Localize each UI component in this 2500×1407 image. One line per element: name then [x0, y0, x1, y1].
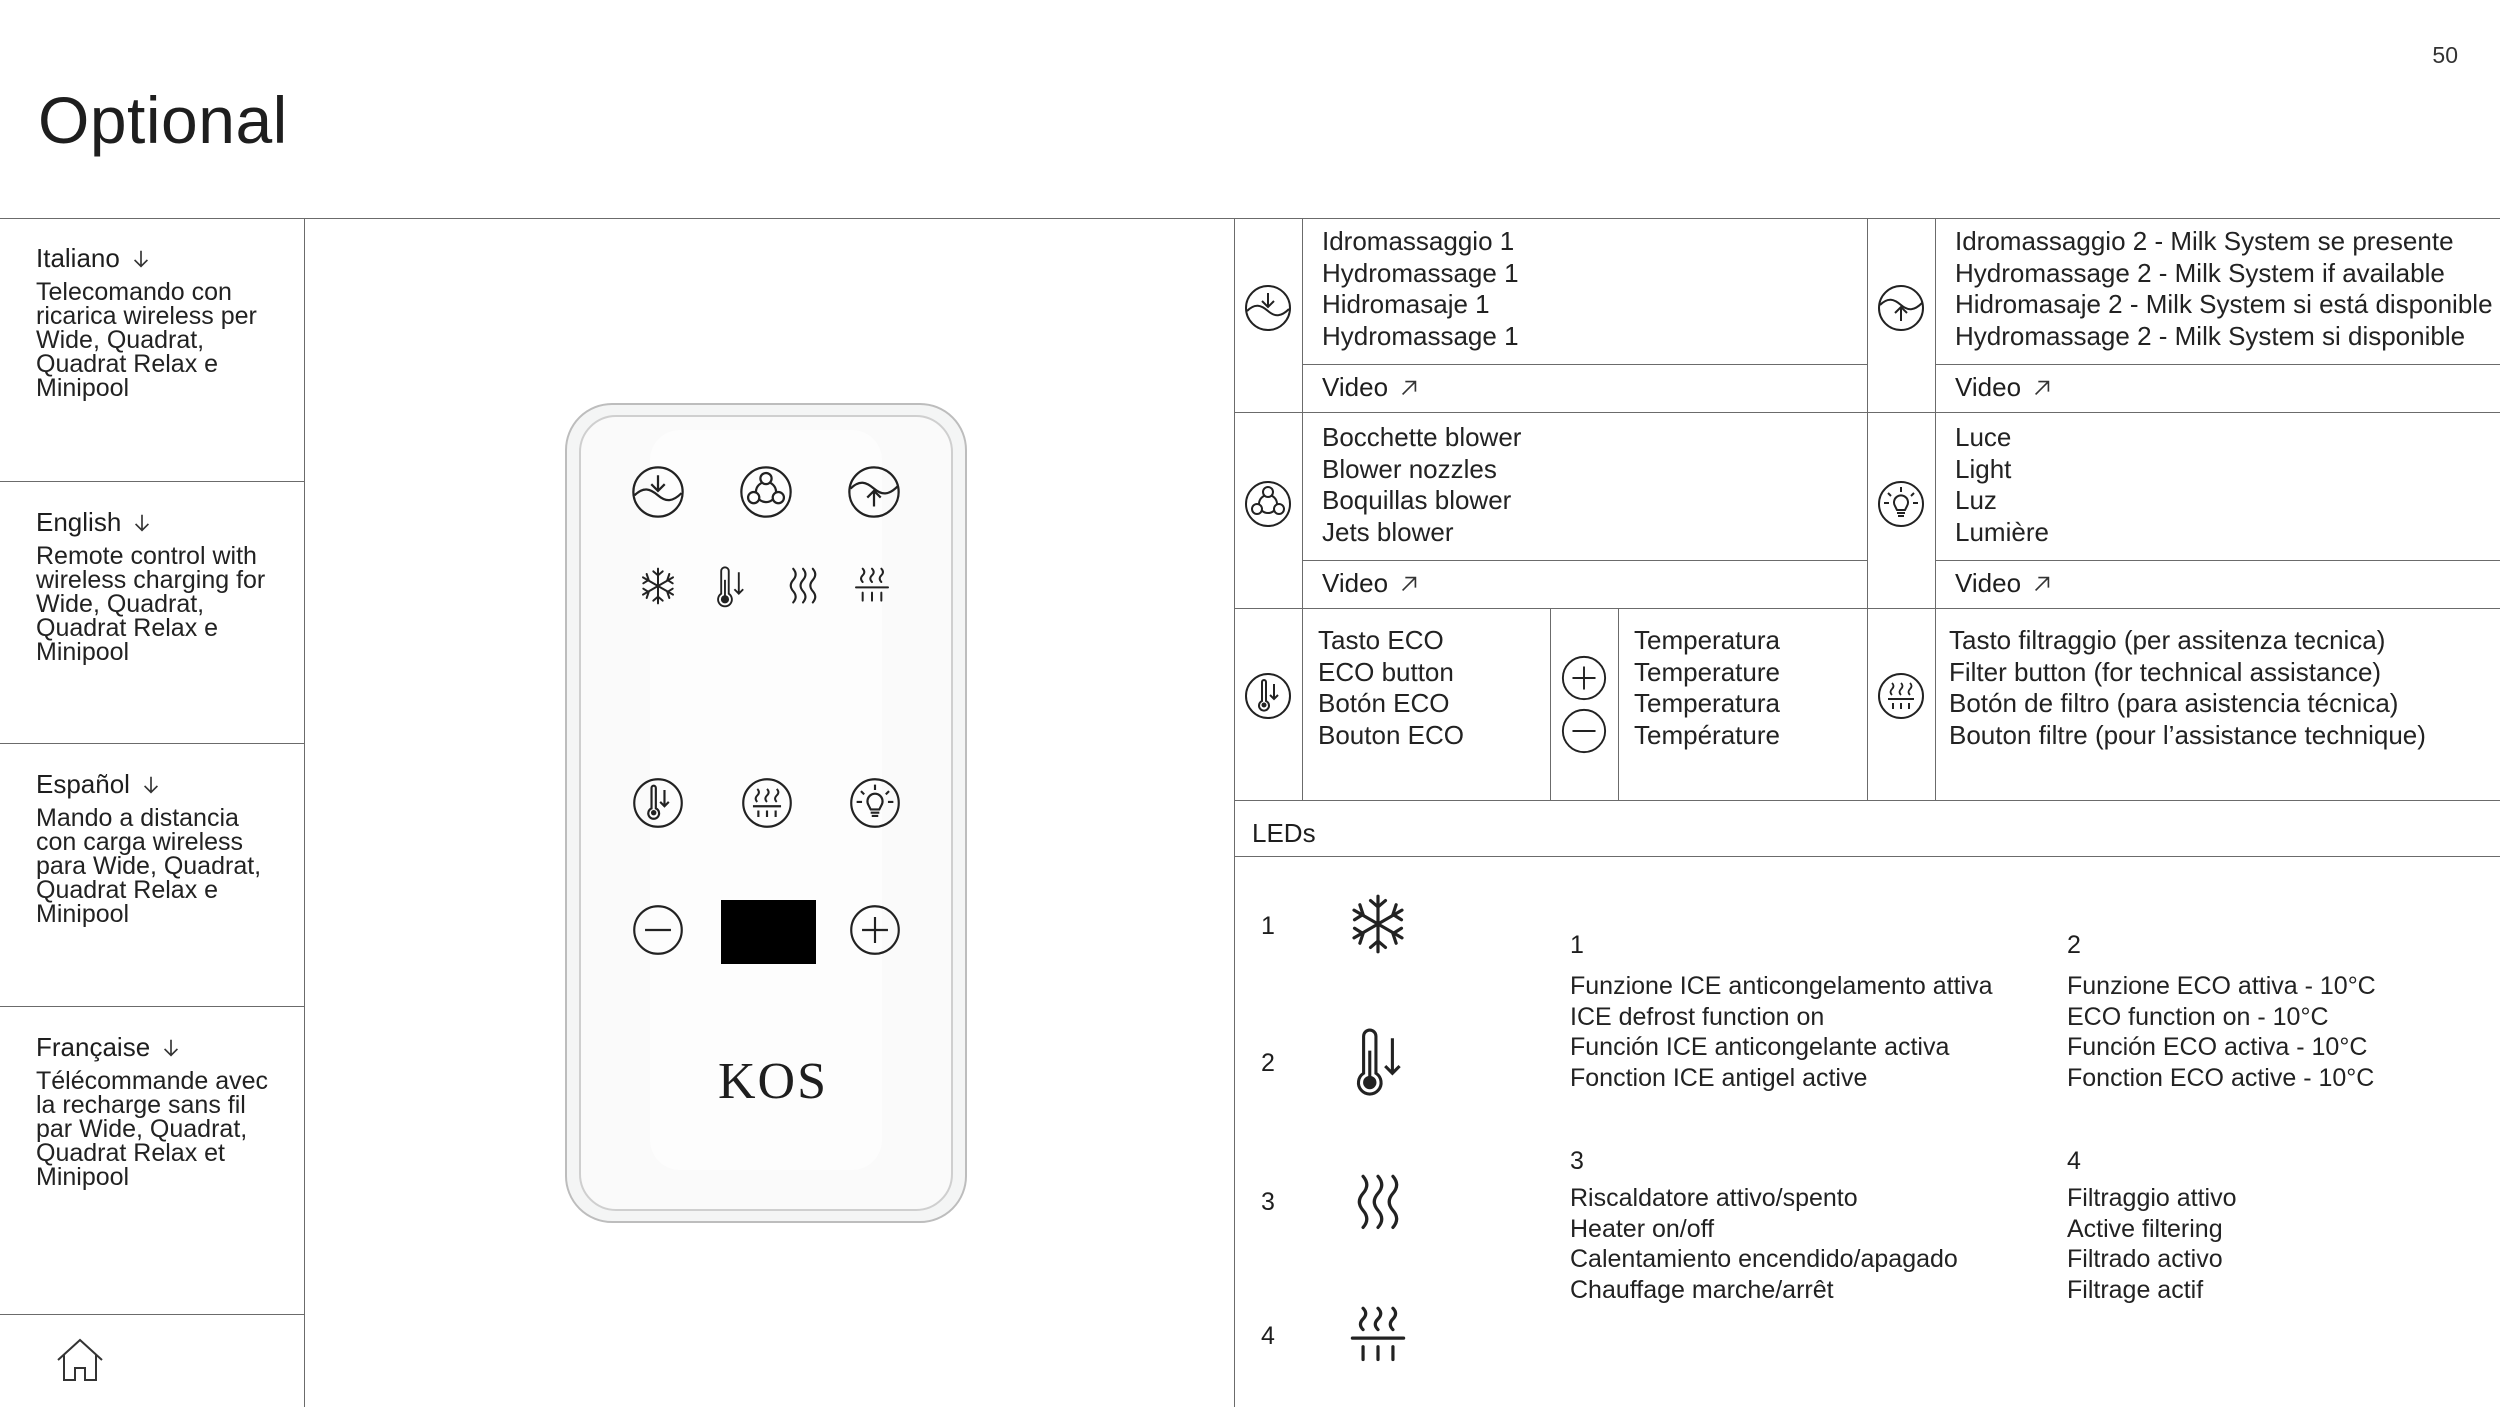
page-title: Optional [38, 83, 288, 157]
grid-col-4 [1550, 608, 1551, 800]
text-line: Funzione ECO attiva - 10°C [2067, 972, 2376, 1000]
text-line: Tasto ECO [1318, 625, 1444, 655]
text-line: Hydromassage 2 - Milk System si disponible [1955, 320, 2466, 351]
text-line: Lumière [1955, 516, 2049, 547]
led-desc-number: 4 [2067, 1147, 2081, 1175]
grid-row-3b [1935, 560, 2500, 561]
thermometer-down-icon [1346, 1028, 1410, 1100]
hydromassage-1-icon [1243, 283, 1293, 333]
text-line: Filtraggio attivo [2067, 1184, 2237, 1212]
text-line: Boquillas blower [1322, 485, 1512, 515]
grid-row-5 [1234, 800, 2500, 801]
arrow-down-icon [131, 512, 153, 534]
text-line: Fonction ICE antigel active [1570, 1063, 1868, 1092]
arrow-down-icon [160, 1037, 182, 1059]
lang-italiano[interactable] [36, 243, 286, 400]
grid-col-2 [1867, 218, 1868, 800]
lang-divider-1 [0, 481, 304, 482]
lang-espanol[interactable] [36, 769, 286, 926]
sidebar-divider [304, 218, 305, 1407]
led-desc-3 [1570, 1183, 1958, 1305]
hydro1-text [1322, 226, 1519, 352]
remote-brand-logo: KOS [718, 1053, 829, 1110]
video-label[interactable]: Video [1955, 372, 2022, 402]
hydro2-video-link[interactable] [1955, 372, 2053, 403]
led-number: 2 [1261, 1049, 1275, 1077]
text-line: Idromassaggio 2 - Milk System se presente [1955, 226, 2454, 256]
external-link-icon [2031, 573, 2053, 595]
lang-name[interactable]: Español [36, 769, 130, 799]
text-line: Temperatura [1634, 688, 1780, 718]
minus-icon [1560, 707, 1608, 755]
eco-text [1318, 625, 1464, 751]
text-line: Heater on/off [1570, 1214, 1715, 1243]
hydro2-text [1955, 226, 2493, 352]
hydromassage-2-icon [1876, 283, 1926, 333]
led-desc-4 [2067, 1183, 2237, 1305]
text-line: Filter button (for technical assistance) [1949, 656, 2382, 687]
lang-francaise[interactable] [36, 1032, 286, 1189]
text-line: Funzione ICE anticongelamento attiva [1570, 972, 1993, 1000]
hydro1-video-link[interactable] [1322, 372, 1420, 403]
heat-waves-icon [1346, 1172, 1410, 1236]
eco-icon [1243, 671, 1293, 721]
grid-col-1 [1302, 218, 1303, 800]
grid-row-6 [1234, 856, 2500, 857]
text-line: ICE defrost function on [1570, 1002, 1825, 1031]
grid-col-5 [1618, 608, 1619, 800]
led-desc-1 [1570, 971, 1992, 1093]
text-line: Hydromassage 1 [1322, 257, 1519, 288]
text-line: Bocchette blower [1322, 422, 1522, 452]
grid-row-1b [1935, 364, 2500, 365]
text-line: Blower nozzles [1322, 453, 1497, 484]
video-label[interactable]: Video [1322, 568, 1389, 598]
text-line: Luce [1955, 422, 2012, 452]
video-label[interactable]: Video [1322, 372, 1389, 402]
filter-icon [1876, 671, 1926, 721]
lang-english[interactable] [36, 507, 286, 664]
text-line: Light [1955, 453, 2012, 484]
text-line: Hidromasaje 2 - Milk System si está disponible [1955, 289, 2493, 319]
led-number: 4 [1261, 1322, 1275, 1350]
page-number: 50 [2432, 42, 2458, 68]
light-text [1955, 422, 2049, 548]
temperature-text [1634, 625, 1780, 751]
lang-divider-4 [0, 1314, 304, 1315]
text-line: Botón ECO [1318, 688, 1450, 718]
text-line: Filtrage actif [2067, 1275, 2204, 1304]
lang-description: Mando a distancia con carga wireless para Wide, Quadrat, Quadrat Relax e Minipool [36, 804, 262, 928]
snowflake-icon [1346, 892, 1410, 956]
lang-name[interactable]: Italiano [36, 243, 120, 273]
leds-heading: LEDs [1252, 818, 1316, 848]
text-line: Jets blower [1322, 516, 1454, 547]
text-line: Fonction ECO active - 10°C [2067, 1063, 2375, 1092]
led-desc-number: 3 [1570, 1147, 1584, 1175]
right-panel-divider [1234, 218, 1235, 1407]
text-line: Botón de filtro (para asistencia técnica) [1949, 688, 2399, 718]
lang-name[interactable]: Française [36, 1032, 151, 1062]
text-line: Température [1634, 719, 1780, 750]
grid-row-2 [1234, 412, 2500, 413]
external-link-icon [1398, 573, 1420, 595]
lang-description: Telecomando con ricarica wireless per Wide, Quadrat, Quadrat Relax e Minipool [36, 278, 257, 402]
temperature-display [721, 900, 816, 964]
text-line: Idromassaggio 1 [1322, 226, 1515, 256]
filter-heat-icon [1346, 1304, 1410, 1368]
light-icon [1876, 479, 1926, 529]
lang-divider-3 [0, 1006, 304, 1007]
filter-text [1949, 625, 2426, 751]
text-line: Calentamiento encendido/apagado [1570, 1245, 1958, 1273]
text-line: Función ECO activa - 10°C [2067, 1033, 2368, 1061]
text-line: ECO function on - 10°C [2067, 1002, 2329, 1031]
blower-text [1322, 422, 1521, 548]
grid-row-1a [1302, 364, 1867, 365]
home-icon[interactable] [54, 1336, 106, 1384]
arrow-down-icon [130, 248, 152, 270]
blower-icon [1243, 479, 1293, 529]
grid-row-4 [1234, 608, 2500, 609]
text-line: ECO button [1318, 656, 1454, 687]
lang-name[interactable]: English [36, 507, 122, 537]
text-line: Luz [1955, 485, 1997, 515]
led-desc-2 [2067, 971, 2376, 1093]
text-line: Filtrado activo [2067, 1245, 2223, 1273]
led-number: 3 [1261, 1188, 1275, 1216]
text-line: Bouton ECO [1318, 719, 1464, 750]
external-link-icon [2031, 377, 2053, 399]
text-line: Función ICE anticongelante activa [1570, 1033, 1950, 1061]
text-line: Tasto filtraggio (per assitenza tecnica) [1949, 625, 2386, 655]
text-line: Hydromassage 1 [1322, 320, 1519, 351]
text-line: Bouton filtre (pour l’assistance technique) [1949, 719, 2426, 750]
text-line: Riscaldatore attivo/spento [1570, 1184, 1858, 1212]
blower-video-link[interactable] [1322, 568, 1420, 599]
text-line: Hidromasaje 1 [1322, 289, 1490, 319]
arrow-down-icon [140, 774, 162, 796]
led-desc-number: 1 [1570, 931, 1584, 959]
led-number: 1 [1261, 912, 1275, 940]
plus-icon [1560, 654, 1608, 702]
grid-row-3a [1302, 560, 1867, 561]
led-desc-number: 2 [2067, 931, 2081, 959]
text-line: Temperature [1634, 656, 1780, 687]
external-link-icon [1398, 377, 1420, 399]
lang-description: Télécommande avec la recharge sans fil par Wide, Quadrat, Quadrat Relax et Minipool [36, 1067, 269, 1191]
lang-divider-2 [0, 743, 304, 744]
text-line: Hydromassage 2 - Milk System if available [1955, 257, 2445, 288]
text-line: Temperatura [1634, 625, 1780, 655]
text-line: Active filtering [2067, 1214, 2223, 1243]
grid-col-3 [1935, 218, 1936, 800]
light-video-link[interactable] [1955, 568, 2053, 599]
video-label[interactable]: Video [1955, 568, 2022, 598]
lang-description: Remote control with wireless charging for Wide, Quadrat, Quadrat Relax e Minipool [36, 542, 266, 666]
text-line: Chauffage marche/arrêt [1570, 1275, 1834, 1304]
